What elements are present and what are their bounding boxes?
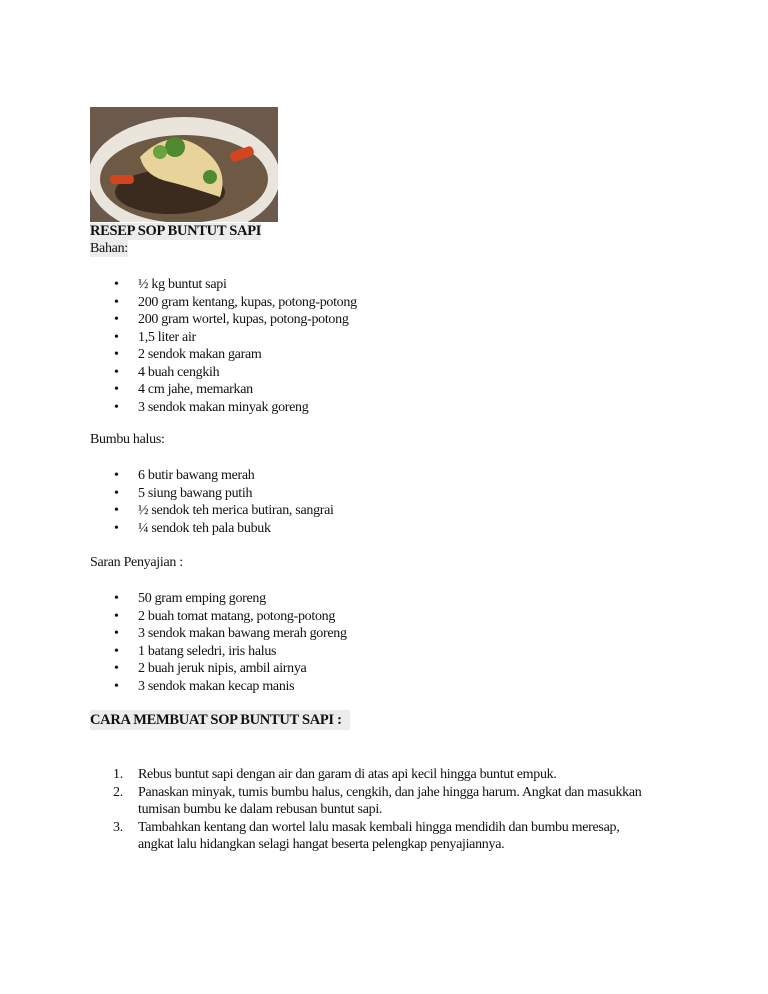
- bullet-icon: •: [114, 277, 119, 292]
- bullet-icon: •: [114, 643, 119, 659]
- soup-photo: [90, 107, 278, 222]
- saran-list: [90, 590, 347, 695]
- list-item: • 4 cm jahe, memarkan: [114, 382, 253, 397]
- list-item: • 3 sendok makan kecap manis: [114, 678, 295, 694]
- cara-steps: [90, 766, 648, 854]
- bullet-icon: •: [114, 678, 119, 694]
- list-item: • 6 butir bawang merah: [114, 468, 255, 483]
- bumbu-list: [90, 467, 334, 537]
- bullet-icon: •: [114, 399, 119, 415]
- bumbu-label: Bumbu halus:: [90, 432, 165, 447]
- list-item: • 50 gram emping goreng: [114, 591, 266, 606]
- list-item: • ½ sendok teh merica butiran, sangrai: [114, 503, 334, 518]
- list-item: • ½ kg buntut sapi: [114, 277, 227, 292]
- list-item: • 3 sendok makan bawang merah goreng: [114, 626, 347, 641]
- bullet-icon: •: [114, 608, 119, 624]
- bullet-icon: •: [114, 294, 119, 310]
- list-item: • 1 batang seledri, iris halus: [114, 643, 277, 659]
- bullet-icon: •: [114, 312, 119, 327]
- list-item: • 5 siung bawang putih: [114, 485, 253, 501]
- step-item: 2. Panaskan minyak, tumis bumbu halus, cengkih, dan jahe hingga harum. Angkat dan masukkan tumisan bumbu ke dalam rebusan buntut sapi.: [113, 784, 642, 817]
- list-item: • 2 buah tomat matang, potong-potong: [114, 608, 336, 624]
- list-item: • 2 sendok makan garam: [114, 347, 262, 362]
- step-item: 1. Rebus buntut sapi dengan air dan garam di atas api kecil hingga buntut empuk.: [113, 767, 557, 782]
- bullet-icon: •: [114, 468, 119, 483]
- cara-heading: CARA MEMBUAT SOP BUNTUT SAPI :: [90, 710, 350, 730]
- bullet-icon: •: [114, 503, 119, 518]
- bullet-icon: •: [114, 591, 119, 606]
- list-item: • 4 buah cengkih: [114, 364, 220, 380]
- list-item: • 1,5 liter air: [114, 329, 196, 345]
- bullet-icon: •: [114, 485, 119, 501]
- bullet-icon: •: [114, 382, 119, 397]
- bahan-label: Bahan:: [90, 241, 128, 256]
- bullet-icon: •: [114, 347, 119, 362]
- bullet-icon: •: [114, 626, 119, 641]
- bullet-icon: •: [114, 329, 119, 345]
- list-item: • 200 gram kentang, kupas, potong-potong: [114, 294, 357, 310]
- bahan-list: [90, 276, 357, 416]
- saran-label: Saran Penyajian :: [90, 555, 183, 570]
- list-item: • ¼ sendok teh pala bubuk: [114, 520, 271, 536]
- bullet-icon: •: [114, 364, 119, 380]
- step-item: 3. Tambahkan kentang dan wortel lalu masak kembali hingga mendidih dan bumbu meresap, angkat lalu hidangkan selagi hangat beserta pelengkap penyajiannya.: [113, 819, 620, 852]
- bullet-icon: •: [114, 661, 119, 676]
- bullet-icon: •: [114, 520, 119, 536]
- list-item: • 200 gram wortel, kupas, potong-potong: [114, 312, 349, 327]
- list-item: • 2 buah jeruk nipis, ambil airnya: [114, 661, 307, 676]
- list-item: • 3 sendok makan minyak goreng: [114, 399, 309, 415]
- recipe-title: RESEP SOP BUNTUT SAPI: [90, 223, 262, 239]
